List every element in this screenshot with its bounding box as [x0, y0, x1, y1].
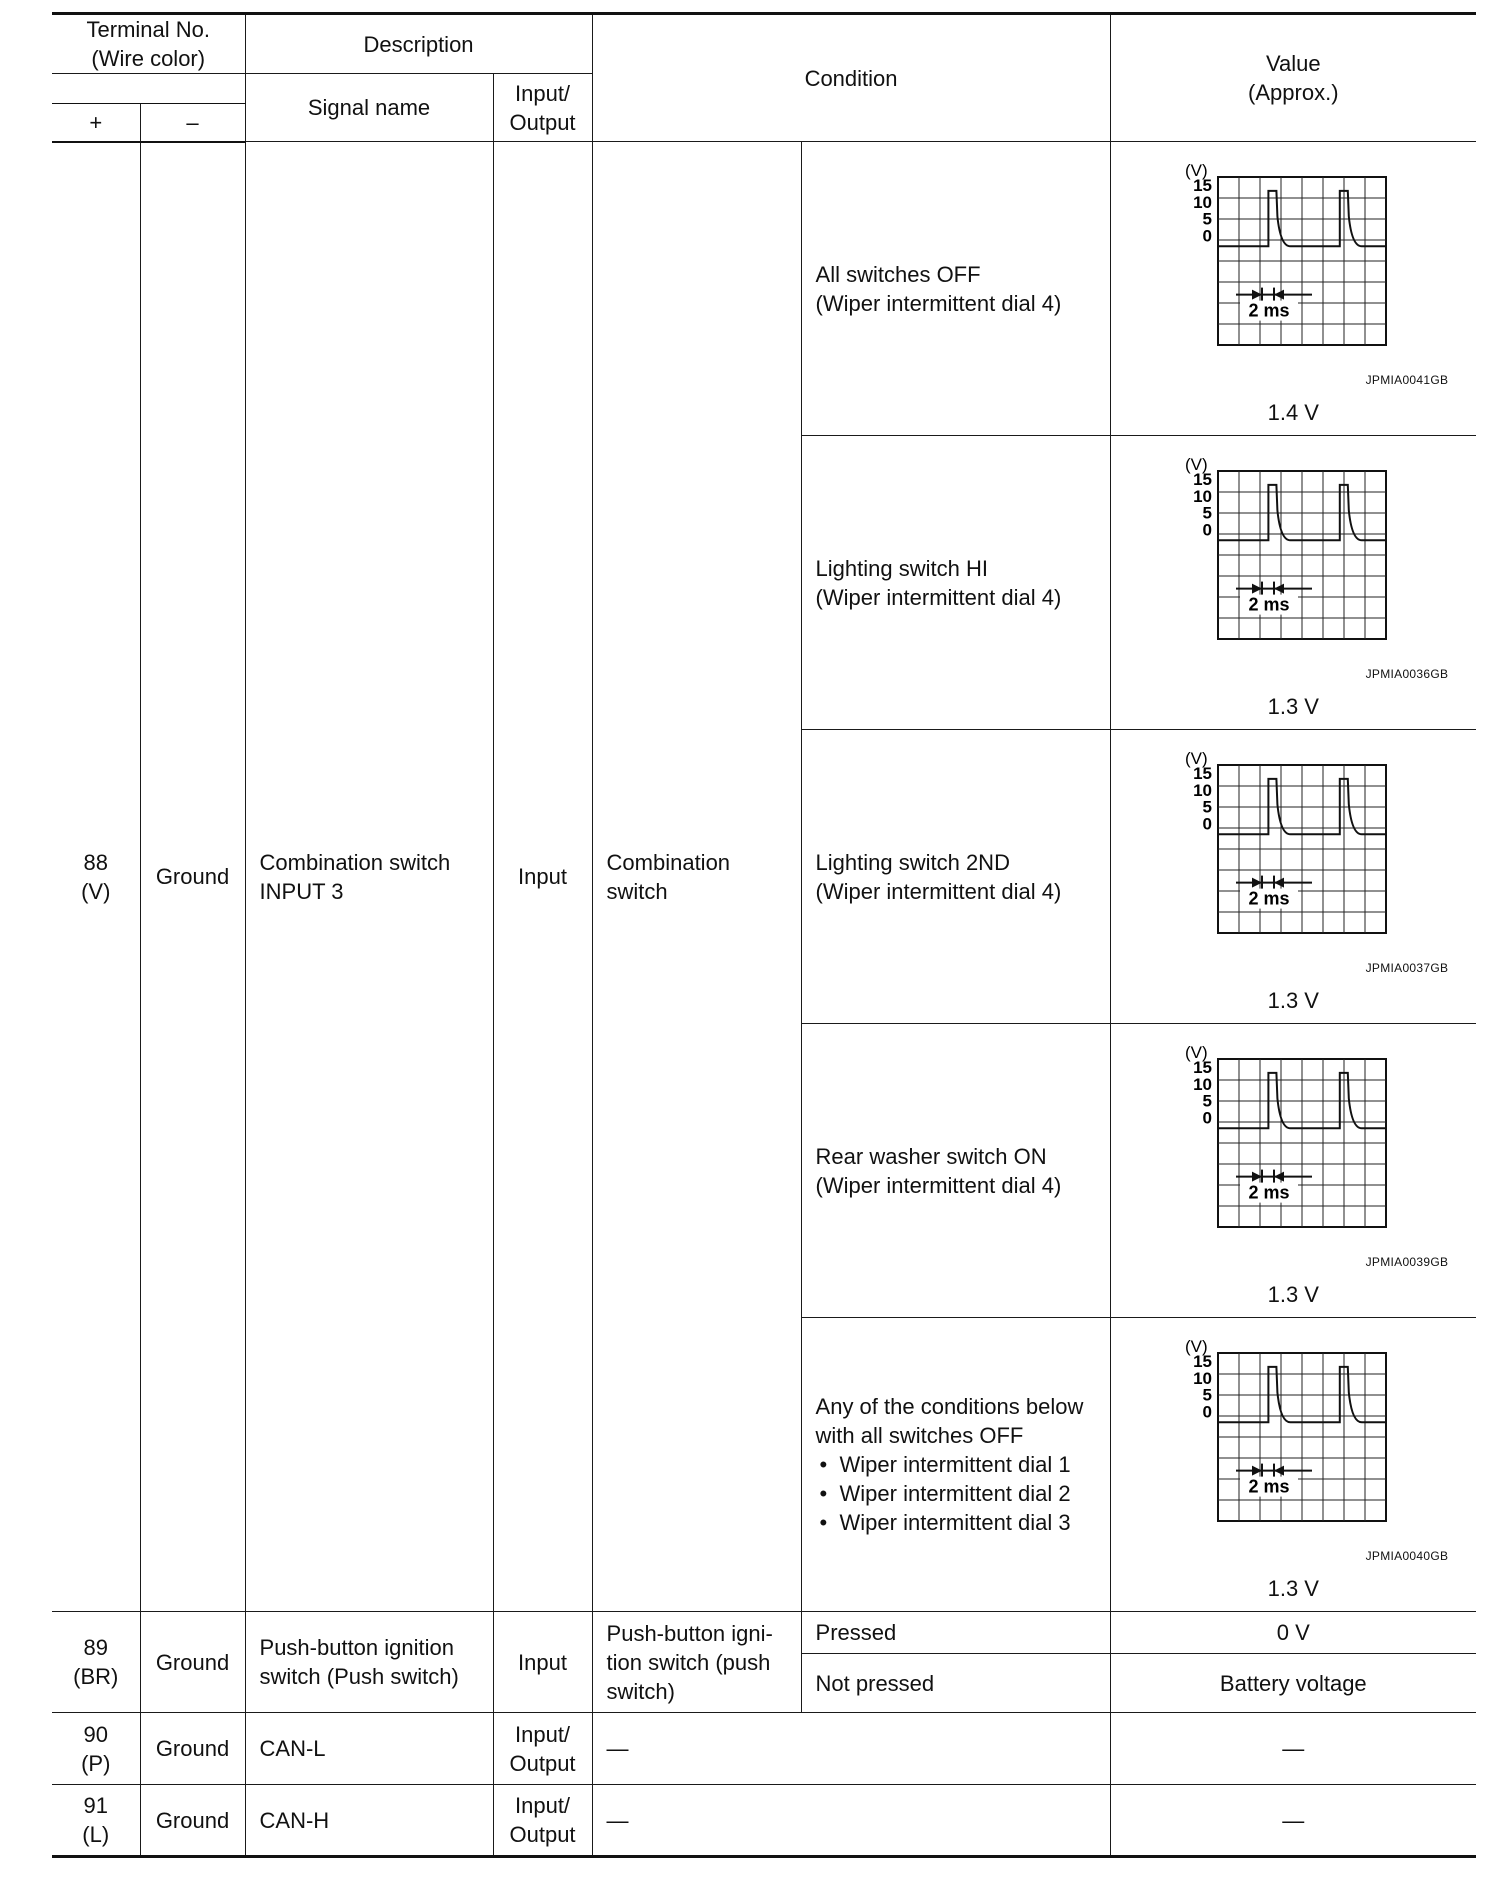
- wire-color: (V): [81, 878, 111, 904]
- header-value-label: Value: [1265, 51, 1321, 76]
- waveform-figure: [1138, 151, 1448, 396]
- y-tick-label: 10: [1193, 1074, 1213, 1094]
- ground-90: Ground: [140, 1713, 245, 1785]
- y-tick-label: 5: [1202, 1385, 1213, 1405]
- time-label: 2 ms: [1248, 594, 1290, 615]
- table-row: [52, 142, 1476, 436]
- voltage-value: 1.3 V: [1267, 1575, 1319, 1601]
- value-88-2: [1110, 730, 1476, 1024]
- unit-label: (V): [1185, 160, 1208, 180]
- condition-90: —: [592, 1713, 1110, 1785]
- terminal-number: 90: [83, 1721, 108, 1747]
- waveform-chart: [1138, 739, 1448, 939]
- terminal-number: 91: [83, 1793, 108, 1818]
- y-tick-label: 15: [1193, 763, 1213, 783]
- value-88-1: [1110, 436, 1476, 730]
- unit-label: (V): [1185, 1336, 1208, 1356]
- signal-name-91: CAN-H: [245, 1785, 493, 1857]
- y-tick-label: 0: [1202, 1401, 1213, 1421]
- table-row: [52, 1785, 1476, 1857]
- figure-id: JPMIA0041GB: [1365, 372, 1449, 387]
- waveform-chart: [1138, 445, 1448, 645]
- time-marker-arrow: [1274, 583, 1284, 593]
- time-label: 2 ms: [1248, 1182, 1290, 1203]
- terminal-spec-table: [52, 12, 1476, 1858]
- y-tick-label: 5: [1202, 797, 1213, 817]
- condition-88-3: Rear washer switch ON (Wiper intermittent dial 4): [801, 1024, 1110, 1318]
- time-label: 2 ms: [1248, 300, 1290, 321]
- y-tick-label: 0: [1202, 1107, 1213, 1127]
- terminal-91: [52, 1785, 140, 1857]
- value-91: —: [1110, 1785, 1476, 1857]
- terminal-number: 88: [83, 849, 108, 875]
- io-91: Input/ Output: [493, 1785, 592, 1857]
- condition-88-2: Lighting switch 2ND (Wiper intermittent dial 4): [801, 730, 1110, 1024]
- y-tick-label: 10: [1193, 486, 1213, 506]
- waveform-figure: [1138, 1327, 1448, 1572]
- header-terminal-spacer: [52, 74, 245, 104]
- ground-88: Ground: [140, 142, 245, 1612]
- bullet-item: • Wiper intermittent dial 1: [816, 1450, 1096, 1479]
- y-tick-label: 10: [1193, 1368, 1213, 1388]
- y-tick-label: 0: [1202, 225, 1213, 245]
- waveform-figure: [1138, 445, 1448, 690]
- header-minus: –: [140, 104, 245, 142]
- figure-id: JPMIA0036GB: [1365, 666, 1449, 681]
- time-marker-arrow: [1274, 1171, 1284, 1181]
- condition-text: Any of the conditions below with all switches OFF: [815, 1394, 1084, 1448]
- header-terminal-label: Terminal No.: [86, 17, 210, 42]
- figure-id: JPMIA0040GB: [1365, 1548, 1449, 1563]
- time-marker-arrow: [1274, 289, 1284, 299]
- value-88-0: [1110, 142, 1476, 436]
- table-row: [52, 1713, 1476, 1785]
- bullet-item: • Wiper intermittent dial 2: [816, 1479, 1096, 1508]
- y-tick-label: 15: [1193, 469, 1213, 489]
- figure-id: JPMIA0039GB: [1365, 1254, 1449, 1269]
- time-label: 2 ms: [1248, 888, 1290, 909]
- voltage-value: 1.4 V: [1267, 399, 1319, 425]
- y-tick-label: 10: [1193, 192, 1213, 212]
- condition-bullets: [816, 1450, 1096, 1537]
- spec-sheet: [52, 0, 1476, 1880]
- terminal-89: [52, 1612, 140, 1713]
- header-input-output: Input/ Output: [493, 74, 592, 142]
- figure-id: JPMIA0037GB: [1365, 960, 1449, 975]
- condition-91: —: [592, 1785, 1110, 1857]
- bullet-item: • Wiper intermittent dial 3: [816, 1508, 1096, 1537]
- value-88-3: [1110, 1024, 1476, 1318]
- header-value: [1110, 14, 1476, 142]
- io-90: Input/ Output: [493, 1713, 592, 1785]
- header-condition: Condition: [592, 14, 1110, 142]
- condition-group-89: Push-button igni- tion switch (push switch): [592, 1612, 801, 1713]
- terminal-number: 89: [83, 1635, 108, 1660]
- wire-color: (P): [81, 1750, 111, 1776]
- time-marker-arrow: [1274, 877, 1284, 887]
- waveform-chart: [1138, 1033, 1448, 1233]
- terminal-90: [52, 1713, 140, 1785]
- condition-not-pressed: Not pressed: [801, 1654, 1110, 1713]
- y-tick-label: 0: [1202, 813, 1213, 833]
- y-tick-label: 5: [1202, 1091, 1213, 1111]
- waveform-figure: [1138, 739, 1448, 984]
- header-approx-label: (Approx.): [1248, 80, 1339, 105]
- time-marker-arrow: [1274, 1465, 1284, 1475]
- io-88: Input: [493, 142, 592, 1612]
- value-88-4: [1110, 1318, 1476, 1612]
- wire-color: (L): [82, 1822, 110, 1847]
- y-tick-label: 15: [1193, 175, 1213, 195]
- header-wire-color-label: (Wire color): [91, 46, 206, 71]
- time-label: 2 ms: [1248, 1476, 1290, 1497]
- condition-88-1: Lighting switch HI (Wiper intermittent dial 4): [801, 436, 1110, 730]
- condition-88-0: All switches OFF (Wiper intermittent dial 4): [801, 142, 1110, 436]
- value-pressed: 0 V: [1110, 1612, 1476, 1654]
- signal-name-90: CAN-L: [245, 1713, 493, 1785]
- value-not-pressed: Battery voltage: [1110, 1654, 1476, 1713]
- unit-label: (V): [1185, 748, 1208, 768]
- header-terminal-no: [52, 14, 245, 74]
- waveform-chart: [1138, 1327, 1448, 1527]
- condition-pressed: Pressed: [801, 1612, 1110, 1654]
- header-description: Description: [245, 14, 592, 74]
- signal-name-88: Combination switch INPUT 3: [245, 142, 493, 1612]
- y-tick-label: 0: [1202, 519, 1213, 539]
- waveform-chart: [1138, 151, 1448, 351]
- voltage-value: 1.3 V: [1267, 693, 1319, 719]
- signal-name-89: Push-button ignition switch (Push switch): [245, 1612, 493, 1713]
- header-plus: +: [52, 104, 140, 142]
- table-row: [52, 1612, 1476, 1654]
- terminal-88: [52, 142, 140, 1612]
- y-tick-label: 5: [1202, 209, 1213, 229]
- unit-label: (V): [1185, 1042, 1208, 1062]
- ground-89: Ground: [140, 1612, 245, 1713]
- y-tick-label: 15: [1193, 1057, 1213, 1077]
- condition-group-88: Combination switch: [592, 142, 801, 1612]
- header-signal-name: Signal name: [245, 74, 493, 142]
- condition-88-4: [801, 1318, 1110, 1612]
- voltage-value: 1.3 V: [1267, 1281, 1319, 1307]
- unit-label: (V): [1185, 454, 1208, 474]
- y-tick-label: 15: [1193, 1351, 1213, 1371]
- y-tick-label: 10: [1193, 780, 1213, 800]
- voltage-value: 1.3 V: [1267, 987, 1319, 1013]
- io-89: Input: [493, 1612, 592, 1713]
- value-90: —: [1110, 1713, 1476, 1785]
- wire-color: (BR): [73, 1664, 119, 1689]
- waveform-figure: [1138, 1033, 1448, 1278]
- ground-91: Ground: [140, 1785, 245, 1857]
- y-tick-label: 5: [1202, 503, 1213, 523]
